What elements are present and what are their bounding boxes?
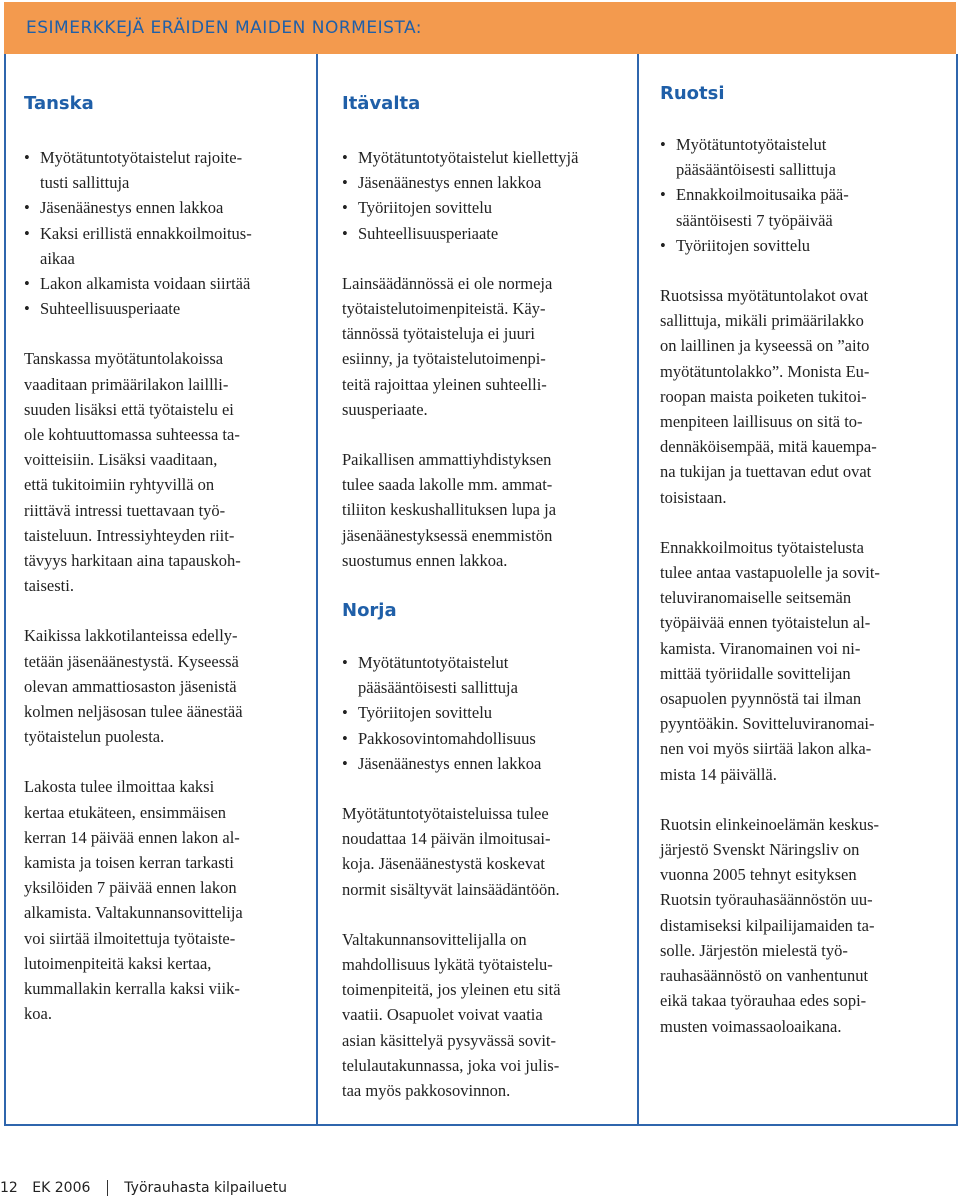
list-item — [660, 182, 952, 232]
line: Työriitojen sovittelu — [358, 703, 493, 723]
line: suusperiaate. — [342, 399, 428, 419]
header-banner — [4, 2, 956, 54]
line: aikaa — [40, 248, 75, 268]
line: telulautakunnassa, joka voi julis- — [342, 1055, 560, 1075]
line: Kaksi erillistä ennakkoilmoitus- — [40, 223, 252, 243]
column-divider — [316, 54, 318, 1126]
line: taa myös pakkosovinnon. — [342, 1081, 511, 1101]
line: tetään jäsenäänestystä. Kyseessä — [24, 651, 239, 671]
line: Työriitojen sovittelu — [676, 235, 811, 255]
paragraph — [24, 774, 314, 1026]
paragraph — [342, 927, 634, 1103]
line: lutoimenpiteitä kaksi kertaa, — [24, 953, 212, 973]
line: mahdollisuus lykätä työtaistelu- — [342, 955, 553, 975]
line: musten voimassaoloaikana. — [660, 1016, 842, 1036]
bullet-list — [24, 145, 314, 321]
line: alkamista. Valtakunnansovittelija — [24, 903, 243, 923]
line: nen voi myös siirtää lakon alka- — [660, 739, 872, 759]
line: jäsenäänestyksessä enemmistön — [342, 525, 553, 545]
section-title: Ruotsi — [660, 83, 725, 104]
line: Myötätuntotyötaistelut kiellettyjä — [358, 148, 579, 167]
line: Ruotsin työrauhasäännöstön uu- — [660, 890, 873, 910]
list-item — [342, 221, 634, 246]
line: riittävä intressi tuettavaan työ- — [24, 500, 226, 520]
line: osapuolen pyynnöstä tai ilman — [660, 689, 862, 709]
line: tävyys harkitaan aina tapauskoh- — [24, 551, 241, 571]
line: Myötätuntotyötaistelut rajoite- — [40, 148, 243, 167]
line: normit sisältyvät lainsäädäntöön. — [342, 879, 560, 899]
line: koa. — [24, 1004, 52, 1024]
header-title: ESIMERKKEJÄ ERÄIDEN MAIDEN NORMEISTA: — [26, 18, 423, 38]
line: Tanskassa myötätuntolakoissa — [24, 349, 224, 369]
paragraph — [342, 447, 634, 573]
line: Myötätuntotyötaisteluissa tulee — [342, 804, 549, 824]
line: kerran 14 päivää ennen lakon al- — [24, 827, 240, 847]
line: eikä takaa työrauhaa edes sopi- — [660, 991, 867, 1011]
line: Ruotsissa myötätuntolakot ovat — [660, 286, 869, 306]
line: työtaistelutoimenpiteistä. Käy- — [342, 299, 546, 319]
line: na tukijan ja tuettavan edut ovat — [660, 462, 872, 482]
line: toisistaan. — [660, 487, 727, 507]
list-item — [660, 132, 952, 182]
line: koja. Jäsenäänestystä koskevat — [342, 854, 545, 874]
line: tulee saada lakolle mm. ammat- — [342, 475, 553, 495]
column-itavalta — [342, 92, 634, 1103]
section-title: Tanska — [24, 93, 94, 114]
line: teitä rajoittaa yleinen suhteelli- — [342, 374, 547, 394]
page-number: 12 — [0, 1180, 18, 1196]
line: esiinny, ja työtaistelutoimenpi- — [342, 349, 546, 369]
paragraph — [660, 535, 952, 787]
line: sääntöisesti 7 työpäivää — [676, 210, 833, 230]
line: kertaa etukäteen, ensimmäisen — [24, 802, 227, 822]
line: kummallakin kerralla kaksi viik- — [24, 979, 240, 999]
line: noudattaa 14 päivän ilmoitusai- — [342, 829, 551, 849]
line: olevan ammattiosaston jäsenistä — [24, 676, 237, 696]
line: rauhasäännöstö on vanhentunut — [660, 966, 869, 986]
line: Valtakunnansovittelijalla on — [342, 929, 527, 949]
list-item — [24, 296, 314, 321]
line: roopan maista poiketen tukitoi- — [660, 386, 867, 406]
publication-name: EK 2006 — [32, 1180, 91, 1196]
list-item — [24, 221, 314, 271]
list-item — [342, 170, 634, 195]
line: vaaditaan primäärilakon laillli- — [24, 374, 229, 394]
line: että tukitoimiin ryhtyvillä on — [24, 475, 215, 495]
line: työtaistelun puolesta. — [24, 727, 165, 747]
line: Myötätuntotyötaistelut — [358, 653, 509, 673]
line: taisteluun. Intressiyhteyden riit- — [24, 525, 235, 545]
section-title: Norja — [342, 600, 397, 622]
line: taisesti. — [24, 576, 74, 596]
paragraph — [24, 623, 314, 749]
line: järjestö Svenskt Näringsliv on — [660, 840, 860, 860]
bullet-list — [660, 132, 952, 258]
line: suostumus ennen lakkoa. — [342, 550, 508, 570]
column-ruotsi — [660, 82, 952, 1039]
line: kamista. Viranomainen voi ni- — [660, 638, 861, 658]
line: vaatii. Osapuolet voivat vaatia — [342, 1005, 543, 1025]
line: Paikallisen ammattiyhdistyksen — [342, 450, 552, 470]
list-item — [342, 700, 634, 725]
line: suuden lisäksi että työtaistelu ei — [24, 399, 234, 419]
list-item — [342, 145, 634, 170]
line: Ennakkoilmoitus työtaistelusta — [660, 537, 864, 557]
line: distamiseksi kilpailijamaiden ta- — [660, 915, 875, 935]
line: tiliiton keskushallituksen lupa ja — [342, 500, 557, 520]
line: tännössä työtaisteluja ei juuri — [342, 324, 535, 344]
line: tusti sallittuja — [40, 173, 130, 193]
bullet-list — [342, 145, 634, 246]
list-item — [342, 650, 634, 700]
line: Myötätuntotyötaistelut — [676, 135, 827, 154]
line: toimenpiteitä, jos yleinen etu sitä — [342, 980, 561, 1000]
paragraph — [342, 271, 634, 422]
list-item — [342, 751, 634, 776]
line: kolmen neljäsosan tulee äänestää — [24, 702, 243, 722]
line: voi siirtää ilmoitettuja työtaiste- — [24, 928, 236, 948]
line: Lainsäädännössä ei ole normeja — [342, 273, 553, 293]
line: Ruotsin elinkeinoelämän keskus- — [660, 814, 880, 834]
line: pyyntöäkin. Sovitteluviranomai- — [660, 714, 875, 734]
line: menpiteen laillisuus on sitä to- — [660, 412, 863, 432]
line: Suhteellisuusperiaate — [40, 299, 181, 319]
list-item — [342, 195, 634, 220]
line: Työriitojen sovittelu — [358, 198, 493, 218]
list-item — [660, 233, 952, 258]
section-title: Itävalta — [342, 93, 421, 114]
line: Lakon alkamista voidaan siirtää — [40, 274, 251, 294]
line: yksilöiden 7 päivää ennen lakon — [24, 878, 237, 898]
line: vuonna 2005 tehnyt esityksen — [660, 865, 857, 885]
list-item — [24, 271, 314, 296]
line: Kaikissa lakkotilanteissa edelly- — [24, 626, 238, 646]
line: ole kohtuuttomassa suhteessa ta- — [24, 425, 240, 445]
line: voitteisiin. Lisäksi vaaditaan, — [24, 450, 218, 470]
list-item — [24, 195, 314, 220]
line: kamista ja toisen kerran tarkasti — [24, 853, 234, 873]
line: myötätuntolakko”. Monista Eu- — [660, 361, 870, 381]
line: mista 14 päivällä. — [660, 764, 777, 784]
line: sallittuja, mikäli primäärilakko — [660, 311, 864, 331]
column-tanska — [24, 92, 314, 1027]
line: Suhteellisuusperiaate — [358, 223, 499, 243]
line: asian käsittelyä pysyvässä sovit- — [342, 1030, 557, 1050]
line: on laillinen ja kyseessä on ”aito — [660, 336, 870, 356]
paragraph — [660, 812, 952, 1039]
paragraph — [342, 801, 634, 902]
line: Jäsenäänestys ennen lakkoa — [40, 198, 224, 218]
paragraph — [660, 283, 952, 510]
line: Jäsenäänestys ennen lakkoa — [358, 173, 542, 193]
list-item — [342, 726, 634, 751]
line: työpäivää ennen työtaistelun al- — [660, 613, 871, 633]
line: pääsääntöisesti sallittuja — [676, 160, 836, 180]
line: dennäköisempää, mitä kauempa- — [660, 437, 877, 457]
line: Ennakkoilmoitusaika pää- — [676, 185, 849, 205]
line: Pakkosovintomahdollisuus — [358, 728, 536, 748]
line: tulee antaa vastapuolelle ja sovit- — [660, 563, 880, 583]
paragraph — [24, 346, 314, 598]
line: Lakosta tulee ilmoittaa kaksi — [24, 777, 215, 797]
line: teluviranomaiselle seitsemän — [660, 588, 852, 608]
line: Jäsenäänestys ennen lakkoa — [358, 753, 542, 773]
bullet-list — [342, 650, 634, 776]
line: pääsääntöisesti sallittuja — [358, 678, 518, 698]
list-item — [24, 145, 314, 195]
footer-separator — [107, 1180, 108, 1196]
column-divider — [637, 54, 639, 1126]
line: mittää työriidalle sovittelijan — [660, 663, 851, 683]
page-footer — [0, 1180, 297, 1196]
section-name: Työrauhasta kilpailuetu — [124, 1180, 287, 1196]
line: solle. Järjestön mielestä työ- — [660, 940, 848, 960]
